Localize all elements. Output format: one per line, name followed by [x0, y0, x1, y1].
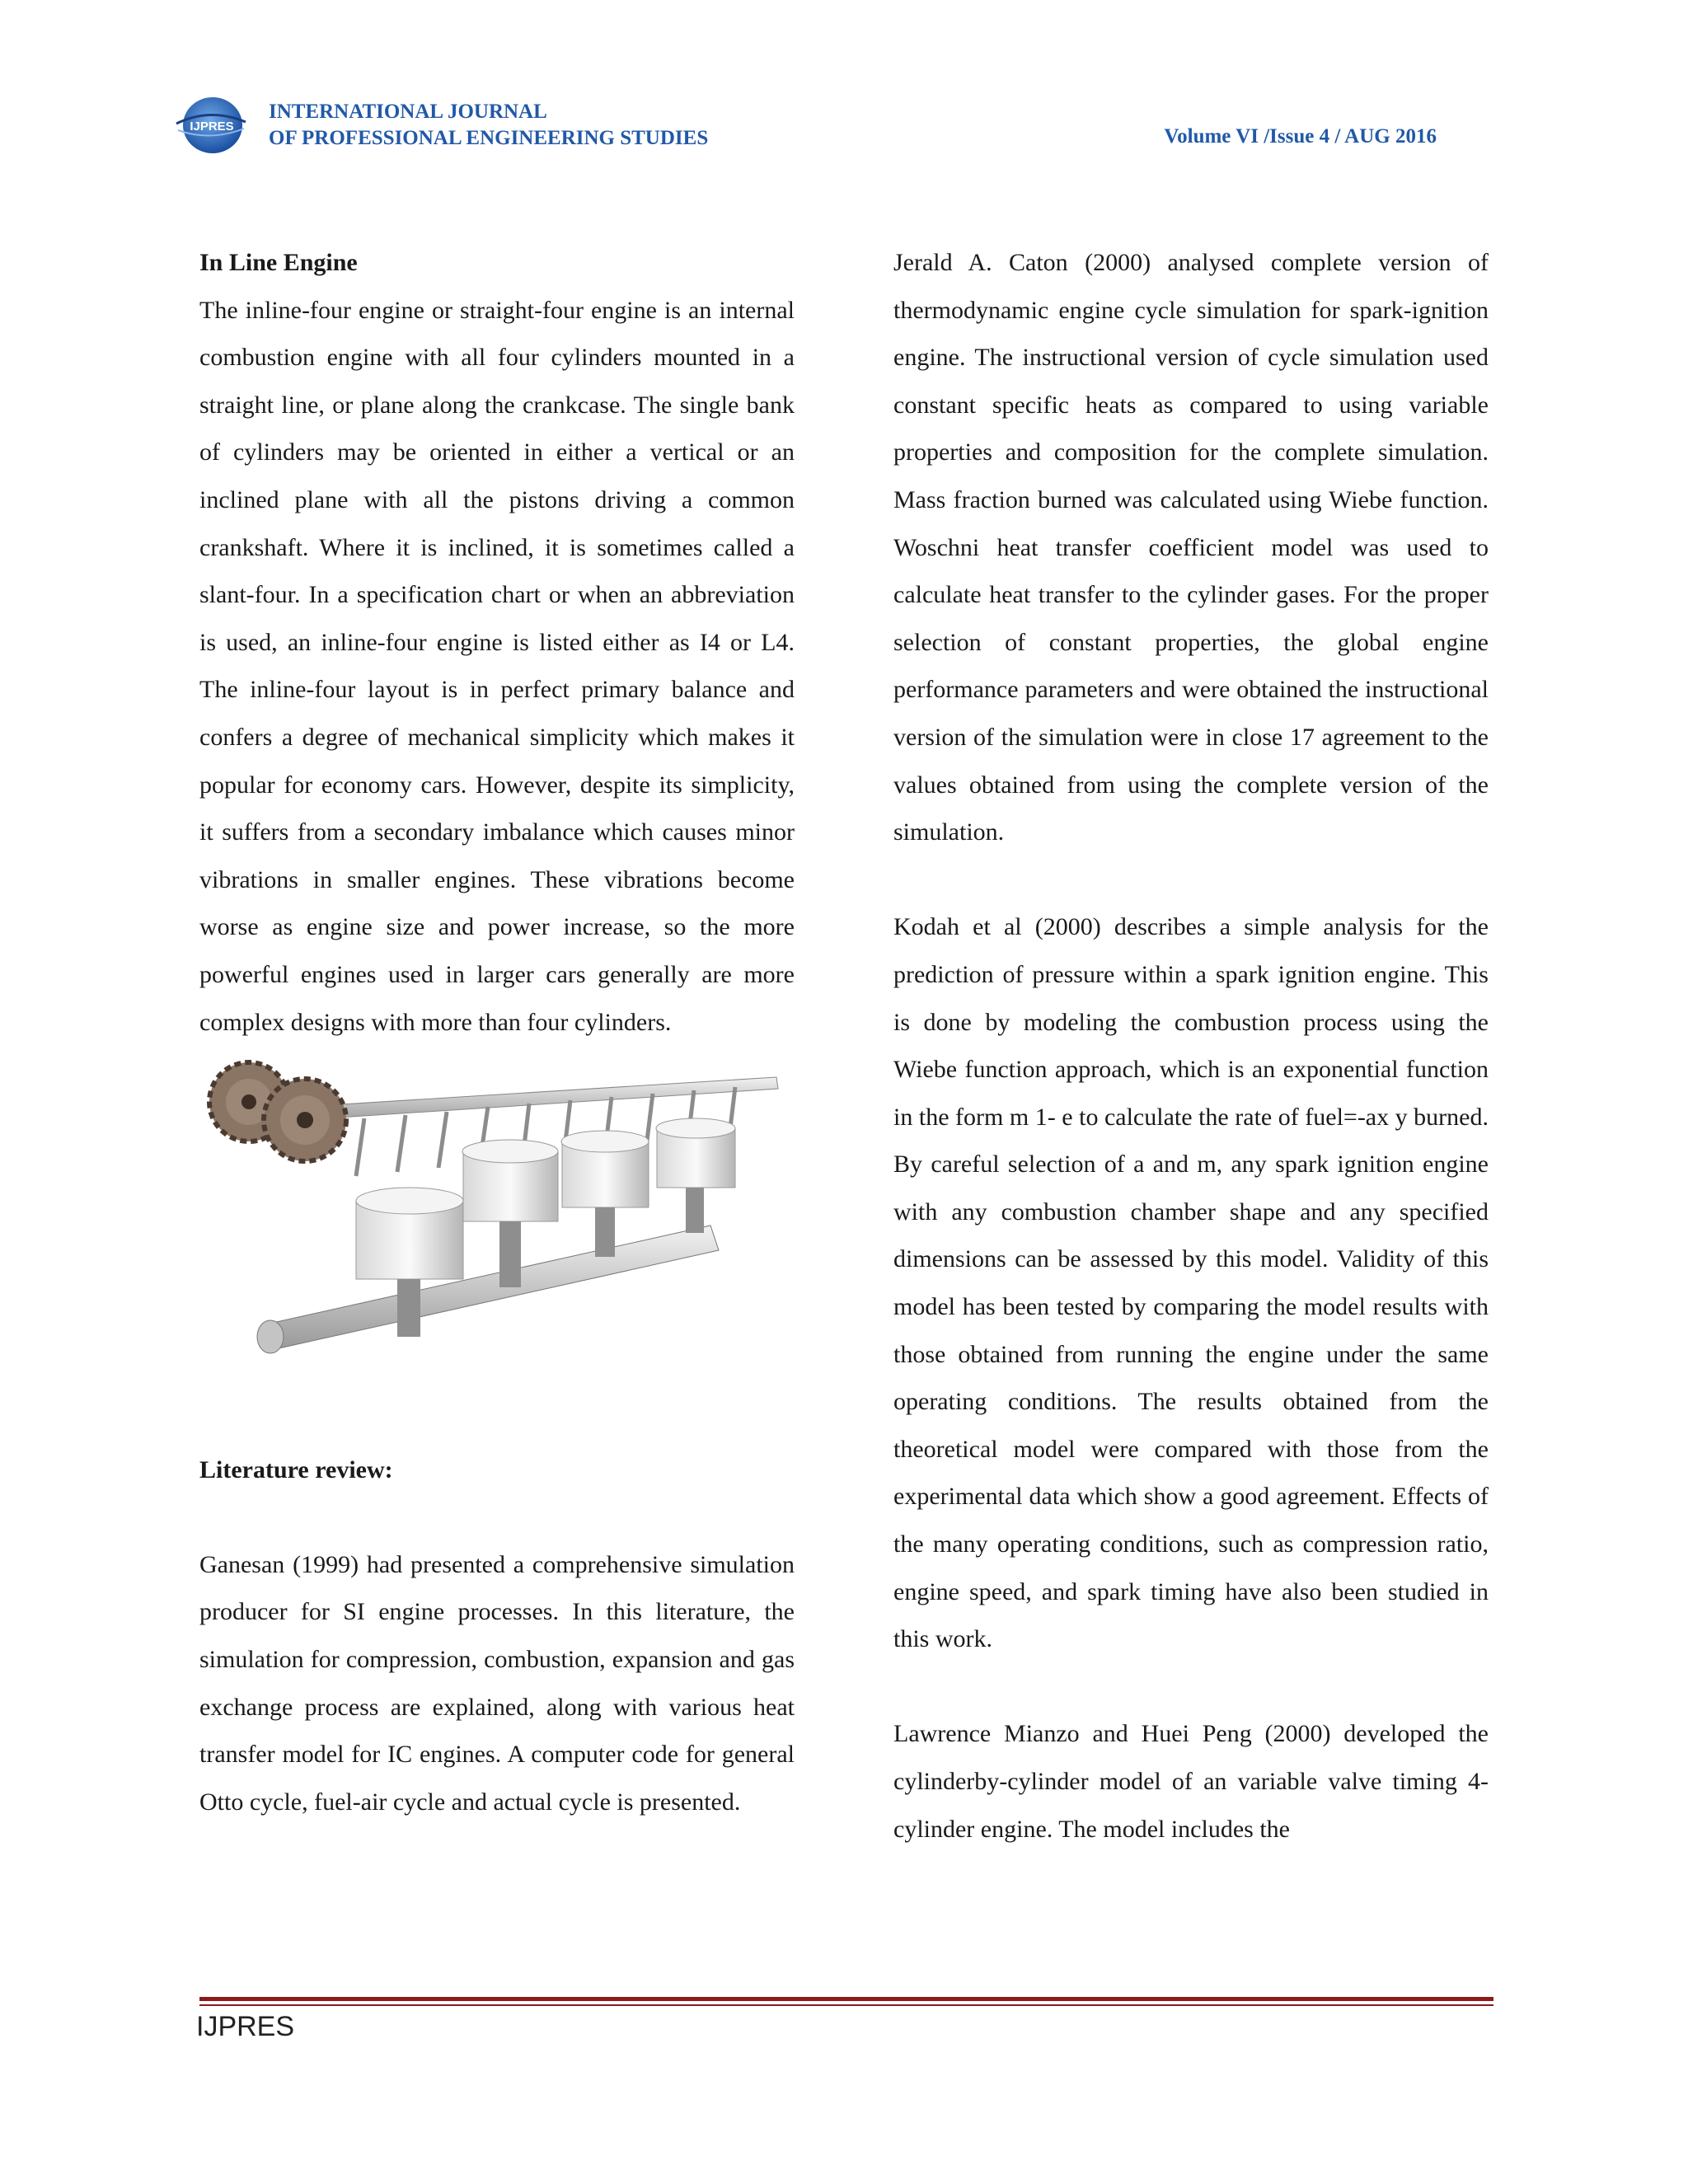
- svg-text:IJPRES: IJPRES: [190, 120, 234, 134]
- footer-rule-thin: [199, 2004, 1493, 2006]
- journal-title-line1: INTERNATIONAL JOURNAL: [269, 101, 547, 123]
- cam-gear-2: [264, 1079, 346, 1161]
- left-column: [199, 239, 795, 1825]
- journal-title: [269, 99, 708, 152]
- footer-rule-thick: [199, 1997, 1493, 2001]
- journal-title-line2: OF PROFESSIONAL ENGINEERING STUDIES: [269, 127, 709, 149]
- paragraph-ganesan: Ganesan (1999) had presented a comprehensive simulation producer for SI engine processes. In this literature, the simulation for compression, combustion, expansion and gas exchange process are explained, along with various heat transfer model for IC engines. A computer code for general Otto cycle, fuel-air cycle and actual cycle is presented.: [199, 1550, 795, 1816]
- section-heading-inline-engine: In Line Engine: [199, 249, 358, 276]
- right-column: [893, 239, 1489, 1853]
- piston-3: [561, 1131, 649, 1257]
- paragraph-kodah: Kodah et al (2000) describes a simple analysis for the prediction of pressure within a spark ignition engine. This is done by modeling the combustion process using the Wiebe function approach, which is an exponential function in the form m 1- e to calculate the rate of fuel=-ax y burned. By careful selection of a and m, any spark ignition engine with any combustion chamber shape and any specified dimensions can be assessed by this model. Validity of this model has been tested by comparing the model results with those obtained from running the engine under the same operating conditions. The results obtained from the theoretical model were compared with those from the experimental data which show a good agreement. Effects of the many operating conditions, such as compression ratio, engine speed, and spark timing have also been studied in this work.: [893, 913, 1489, 1653]
- section-heading-literature-review: Literature review:: [199, 1455, 393, 1483]
- paragraph-inline-engine: The inline-four engine or straight-four engine is an internal combustion engine with all four cylinders mounted in a straight line, or plane along the crankcase. The single bank of cylinders may be oriented in either a vertical or an inclined plane with all the pistons driving a common crankshaft. Where it is inclined, it is sometimes called a slant-four. In a specification chart or when an abbreviation is used, an inline-four engine is listed either as I4 or L4. The inline-four layout is in perfect primary balance and confers a degree of mechanical simplicity which makes it popular for economy cars. However, despite its simplicity, it suffers from a secondary imbalance which causes minor vibrations in smaller engines. These vibrations become worse as engine size and power increase, so the more powerful engines used in larger cars generally are more complex designs with more than four cylinders.: [199, 296, 795, 1036]
- footer-journal-abbrev: IJPRES: [196, 2011, 295, 2042]
- paragraph-caton: Jerald A. Caton (2000) analysed complete version of thermodynamic engine cycle simulation for spark-ignition engine. The instructional version of cycle simulation used constant specific heats as compared to using variable properties and composition for the complete simulation. Mass fraction burned was calculated using Wiebe function. Woschni heat transfer coefficient model was used to calculate heat transfer to the cylinder gases. For the proper selection of constant properties, the global engine performance parameters and were obtained the instructional version of the simulation were in close 17 agreement to the values obtained from using the complete version of the simulation.: [893, 249, 1489, 846]
- engine-illustration: [199, 1052, 795, 1399]
- volume-issue: Volume VI /Issue 4 / AUG 2016: [1164, 125, 1437, 148]
- piston-4: [656, 1118, 735, 1233]
- paragraph-mianzo-peng: Lawrence Mianzo and Huei Peng (2000) developed the cylinderby-cylinder model of an variable valve timing 4-cylinder engine. The model includes the: [893, 1720, 1489, 1843]
- journal-logo: [173, 91, 247, 157]
